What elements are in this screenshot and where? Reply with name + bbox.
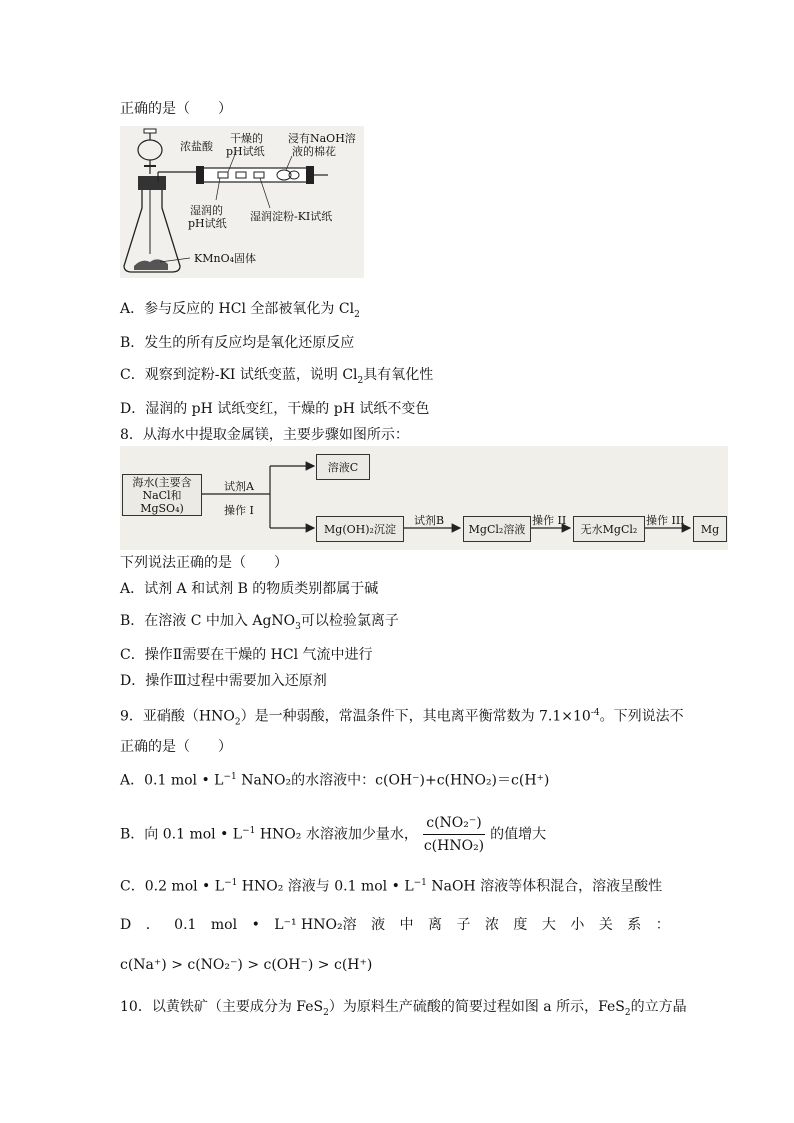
label-starch-ki: 湿润淀粉-KI试纸 — [250, 210, 333, 223]
q8-option-a: A．试剂 A 和试剂 B 的物质类别都属于碱 — [120, 581, 379, 597]
label-wet-ph-1: 湿润的 — [190, 204, 223, 217]
q7-tail: 正确的是（ ） — [120, 101, 232, 117]
box-solution-c: 溶液C — [316, 454, 370, 480]
label-kmno4: KMnO₄固体 — [194, 252, 256, 265]
q8-question: 下列说法正确的是（ ） — [120, 555, 288, 571]
label-dry-ph-1: 干燥的 — [230, 132, 263, 145]
q9-option-b: B．向 0.1 mol • $L^{-1}$ HNO₂ 水溶液加少量水， $\frac{\text{c(NO₂⁻)}}{\text{c(HNO₂)}}$ 的值增大 — [120, 812, 546, 857]
label-naoh-2: 液的棉花 — [292, 145, 336, 158]
box-mg: Mg — [693, 516, 727, 542]
q9-option-a: A．0.1 mol • $L^{-1}$ NaNO₂的水溶液中：c(OH⁻)+c(HNO₂)＝c(H⁺) — [120, 772, 550, 789]
label-wet-ph-2: pH试纸 — [188, 217, 227, 230]
label-reagent-b: 试剂B — [414, 514, 445, 527]
box-mgoh2: Mg(OH)₂沉淀 — [316, 516, 404, 542]
q7-option-c: C．观察到淀粉-KI 试纸变蓝，说明 $Cl_2$具有氧化性 — [120, 367, 434, 386]
q7-option-a: A．参与反应的 HCl 全部被氧化为 $Cl_2$ — [120, 301, 360, 320]
box-mgcl2-solution: MgCl₂溶液 — [463, 516, 531, 542]
q9-option-d: D ． 0.1 mol • L⁻¹ HNO₂溶 液 中 离 子 浓 度 大 小 关 系 ： — [120, 917, 670, 933]
q7-option-d: D．湿润的 pH 试纸变红，干燥的 pH 试纸不变色 — [120, 401, 430, 417]
q8-option-b: B．在溶液 C 中加入 AgNO$_3$可以检验氯离子 — [120, 613, 399, 632]
label-reagent-a: 试剂A — [224, 480, 254, 493]
fraction: $\frac{\text{c(NO₂⁻)}}{\text{c(HNO₂)}}$ — [421, 812, 487, 857]
label-op1: 操作 I — [224, 504, 254, 517]
q7-option-b: B．发生的所有反应均是氧化还原反应 — [120, 335, 355, 351]
q9-option-d-expr: c(Na⁺) > c(NO₂⁻) > c(OH⁻) > c(H⁺) — [120, 957, 373, 973]
q9-stem: 9．亚硝酸$(HNO_2)$是一种弱酸，常温条件下，其电离平衡常数为 $7.1\times 10^{-4}$。下列说法不 — [120, 708, 684, 728]
q10-stem: 10．以黄铁矿（主要成分为 FeS$_2$）为原料生产硫酸的简要过程如图 a 所示，FeS$_2$的立方晶 — [120, 999, 687, 1018]
label-naoh-1: 浸有NaOH溶 — [288, 132, 356, 145]
q9-option-c: C．0.2 mol • $L^{-1}$ HNO₂ 溶液与 0.1 mol • $L^{-1}$ NaOH 溶液等体积混合，溶液呈酸性 — [120, 878, 663, 895]
q8-stem: 8．从海水中提取金属镁，主要步骤如图所示： — [120, 427, 409, 443]
label-op3: 操作 III — [646, 514, 685, 527]
label-dry-ph-2: pH试纸 — [226, 145, 265, 158]
box-seawater: 海水(主要含 NaCl和MgSO₄) — [122, 474, 202, 516]
q9-stem-2: 正确的是（ ） — [120, 739, 232, 755]
flow-diagram — [120, 446, 728, 550]
label-acid: 浓盐酸 — [180, 140, 213, 153]
label-op2: 操作 II — [532, 514, 567, 527]
apparatus-figure — [120, 126, 364, 278]
q8-option-d: D．操作Ⅲ过程中需要加入还原剂 — [120, 673, 327, 689]
q8-option-c: C．操作Ⅱ需要在干燥的 HCl 气流中进行 — [120, 647, 373, 663]
box-anhydrous-mgcl2: 无水MgCl₂ — [573, 516, 645, 542]
